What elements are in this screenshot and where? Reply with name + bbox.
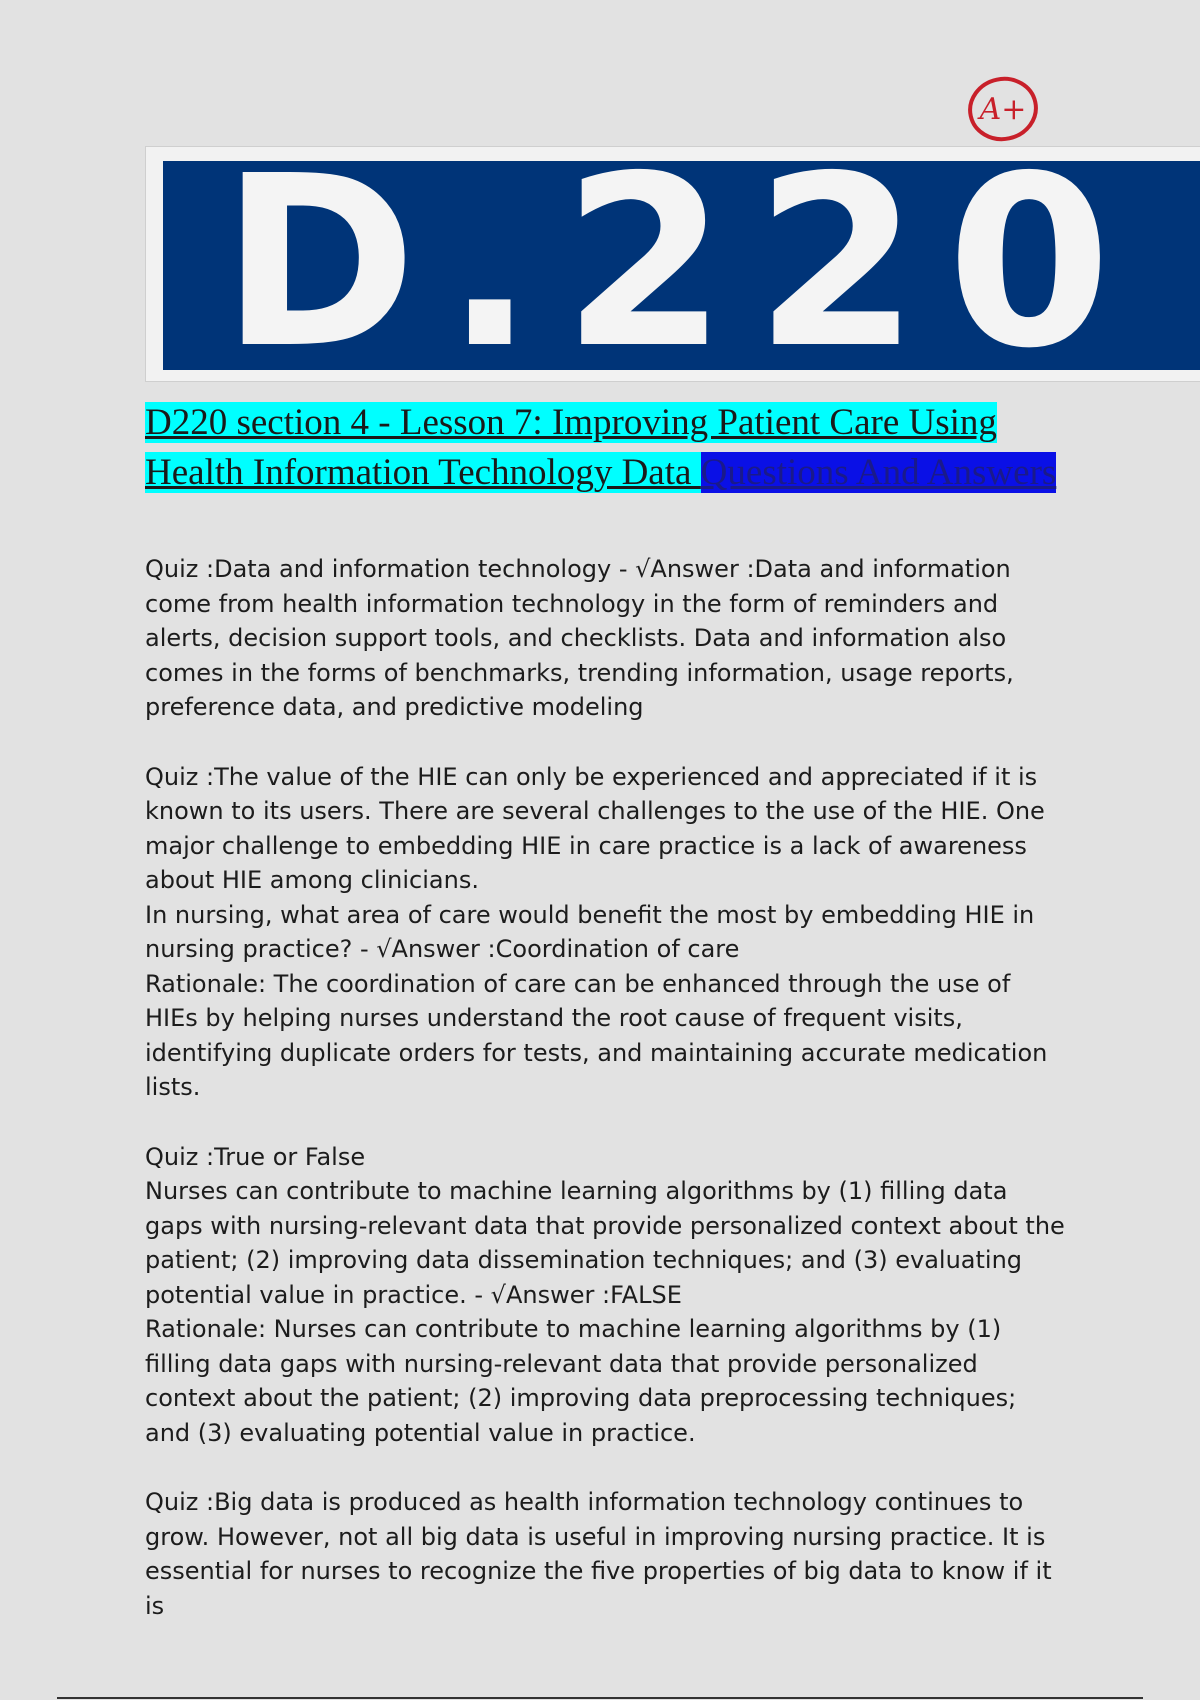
title-highlight: D220 section 4 - Lesson 7: Improving Patient Care Using Health Information Technology Data xyxy=(145,402,997,493)
course-code-banner xyxy=(163,161,1200,370)
footer-divider xyxy=(57,1697,1143,1699)
quiz-content xyxy=(145,552,1065,1623)
quiz-paragraph: Quiz :True or False xyxy=(145,1142,366,1171)
quiz-paragraph: Nurses can contribute to machine learning algorithms by (1) filling data gaps with nursing-relevant data that provide personalized context about the patient; (2) improving data dissemination techniques; and (3) evaluating potential value in practice. - √Answer :FALSE xyxy=(145,1177,1065,1309)
grade-stamp-label: A+ xyxy=(979,92,1027,127)
quiz-paragraph: Quiz :Big data is produced as health information technology continues to grow. However, not all big data is useful in improving nursing practice. It is essential for nurses to recognize the five properties of big data to know if it is xyxy=(145,1488,1052,1620)
document-title xyxy=(145,398,1075,498)
quiz-paragraph: Rationale: Nurses can contribute to machine learning algorithms by (1) filling data gaps with nursing-relevant data that provide personalized context about the patient; (2) improving data preprocessing techniques; and (3) evaluating potential value in practice. xyxy=(145,1315,1017,1447)
quiz-paragraph: Quiz :Data and information technology - √Answer :Data and information come from health information technology in the form of reminders and alerts, decision support tools, and checklists. Data and information also comes in the forms of benchmarks, trending information, usage reports, preference data, and predictive modeling xyxy=(145,555,1014,721)
quiz-paragraph: Rationale: The coordination of care can be enhanced through the use of HIEs by helping nurses understand the root cause of frequent visits, identifying duplicate orders for tests, and maintaining accurate medication lists. xyxy=(145,969,1048,1101)
course-code-text: D.220 xyxy=(221,161,1140,370)
title-highlight-qa: Questions And Answers xyxy=(700,452,1057,493)
grade-stamp-icon xyxy=(966,72,1040,144)
quiz-paragraph: Quiz :The value of the HIE can only be experienced and appreciated if it is known to its users. There are several challenges to the use of the HIE. One major challenge to embedding HIE in care practice is a lack of awareness about HIE among clinicians. xyxy=(145,762,1045,894)
quiz-paragraph: In nursing, what area of care would benefit the most by embedding HIE in nursing practice? - √Answer :Coordination of care xyxy=(145,900,1035,963)
